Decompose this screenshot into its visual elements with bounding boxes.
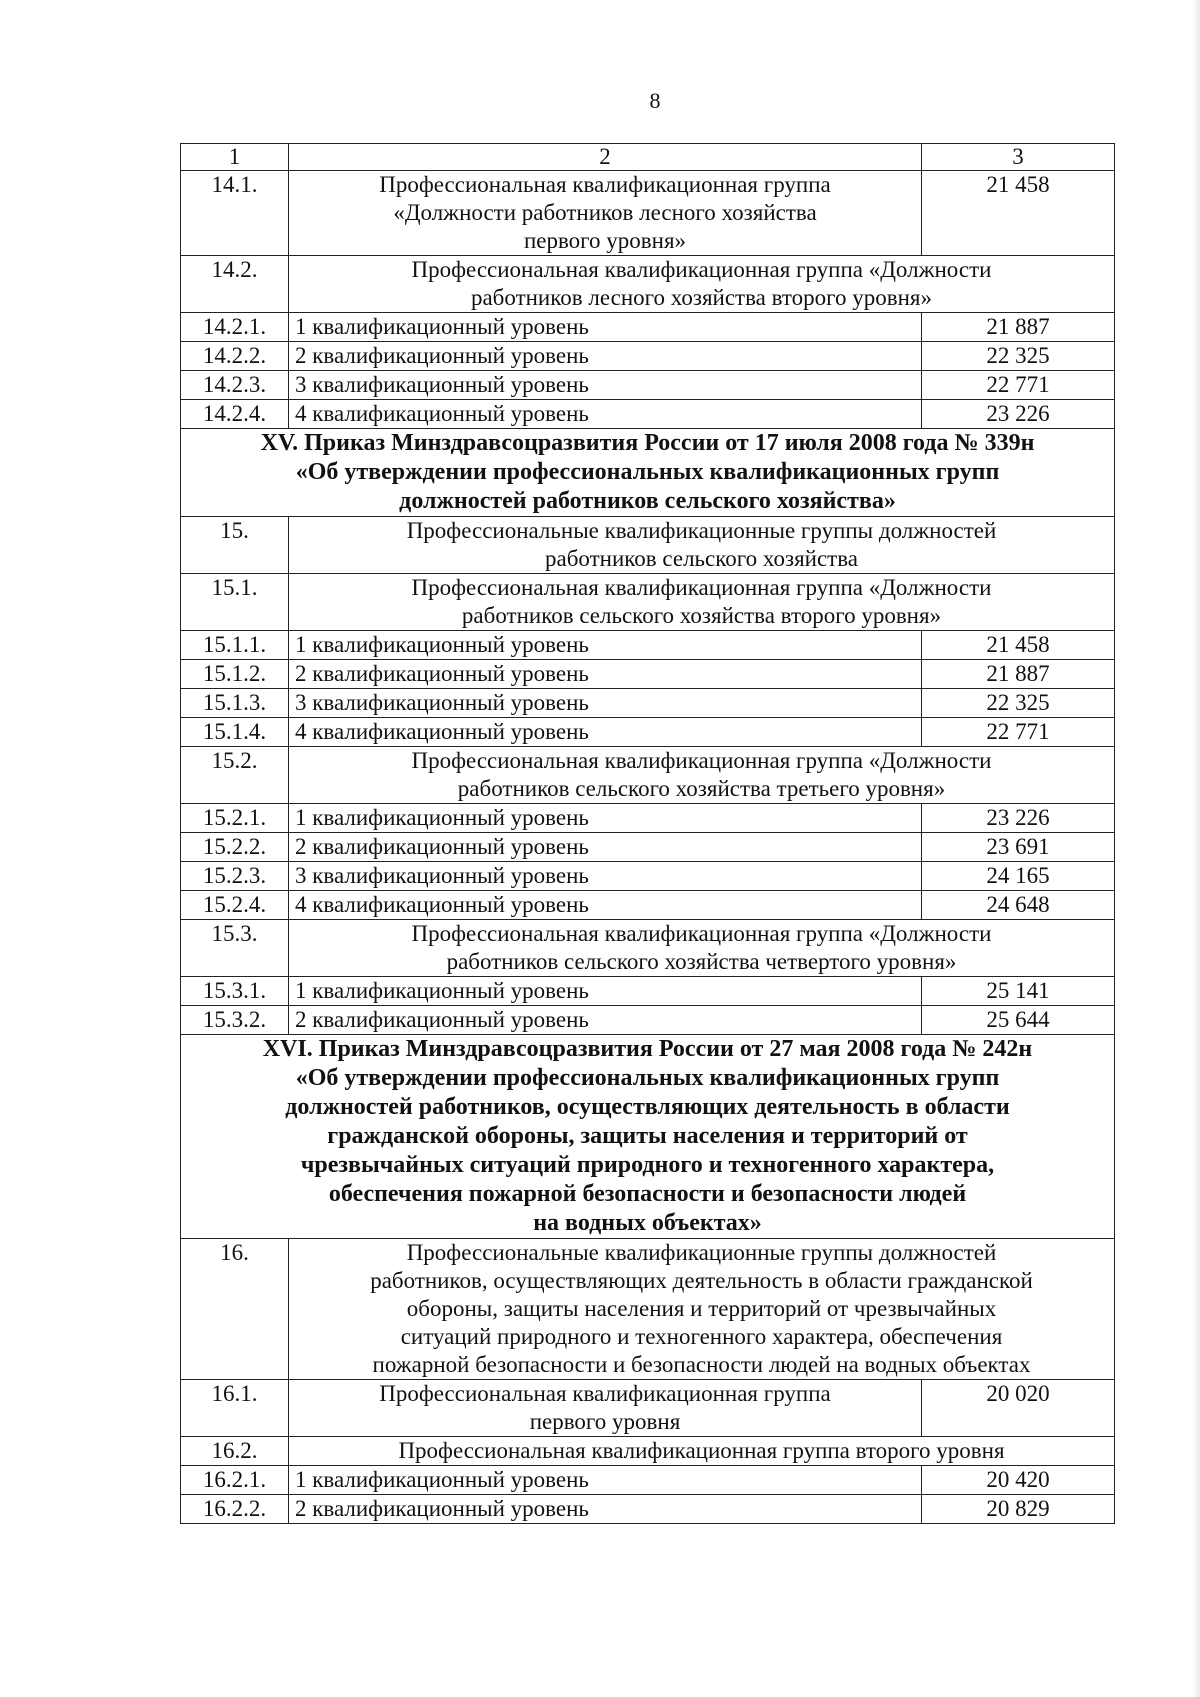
group-name-line: Профессиональная квалификационная группа «Должности <box>411 575 992 600</box>
salary-table <box>180 143 1115 1524</box>
salary-value: 25 644 <box>922 1006 1115 1035</box>
level-row <box>181 804 1115 833</box>
salary-value: 25 141 <box>922 977 1115 1006</box>
group-name-line: Профессиональная квалификационная группа «Должности <box>411 748 992 773</box>
group-name-line: работников сельского хозяйства второго уровня» <box>461 603 942 628</box>
group-row <box>181 171 1115 256</box>
level-name: 2 квалификационный уровень <box>289 342 922 371</box>
header-cell-name: 2 <box>289 144 922 171</box>
section-heading-line: на водных объектах» <box>533 1210 762 1236</box>
row-number: 14.2.3. <box>181 371 289 400</box>
row-number: 14.2.4. <box>181 400 289 429</box>
row-number: 15.1.4. <box>181 718 289 747</box>
row-number: 15.1.1. <box>181 631 289 660</box>
group-row <box>181 920 1115 977</box>
row-number: 16.2.2. <box>181 1495 289 1524</box>
level-row <box>181 833 1115 862</box>
salary-value: 20 829 <box>922 1495 1115 1524</box>
row-number: 15.2.2. <box>181 833 289 862</box>
level-row <box>181 342 1115 371</box>
group-row <box>181 747 1115 804</box>
group-name-line: обороны, защиты населения и территорий от чрезвычайных <box>406 1296 997 1321</box>
group-name <box>289 256 1115 313</box>
group-name-line: работников сельского хозяйства третьего уровня» <box>457 776 946 801</box>
group-name-line: Профессиональная квалификационная группа «Должности <box>411 257 992 282</box>
group-name-line: работников, осуществляющих деятельность в области гражданской <box>370 1268 1033 1293</box>
level-row <box>181 371 1115 400</box>
level-name: 4 квалификационный уровень <box>289 891 922 920</box>
section-heading-line: должностей работников, осуществляющих деятельность в области <box>285 1094 1010 1120</box>
row-number: 15.2.3. <box>181 862 289 891</box>
header-cell-value: 3 <box>922 144 1115 171</box>
level-row <box>181 977 1115 1006</box>
section-heading <box>181 429 1115 517</box>
salary-value: 23 226 <box>922 400 1115 429</box>
level-name: 4 квалификационный уровень <box>289 718 922 747</box>
section-heading-line: XV. Приказ Минздравсоцразвития России от 17 июля 2008 года № 339н <box>260 430 1035 456</box>
page-edge-shadow <box>1192 0 1200 1697</box>
group-name <box>289 747 1115 804</box>
salary-value: 21 887 <box>922 660 1115 689</box>
section-heading-line: гражданской обороны, защиты населения и территорий от <box>327 1123 968 1149</box>
row-number: 15.2. <box>181 747 289 804</box>
group-name-line: ситуаций природного и техногенного характера, обеспечения <box>400 1324 1003 1349</box>
level-row <box>181 891 1115 920</box>
level-row <box>181 660 1115 689</box>
level-row <box>181 631 1115 660</box>
row-number: 14.2. <box>181 256 289 313</box>
table-body <box>181 144 1115 1524</box>
section-heading-line: «Об утверждении профессиональных квалификационных групп <box>295 459 1000 485</box>
level-row <box>181 718 1115 747</box>
salary-value: 22 771 <box>922 371 1115 400</box>
level-name: 1 квалификационный уровень <box>289 1466 922 1495</box>
row-number: 15.2.4. <box>181 891 289 920</box>
group-row <box>181 1239 1115 1380</box>
section-heading-row <box>181 429 1115 517</box>
group-name-line: Профессиональная квалификационная группа <box>379 172 831 197</box>
group-name <box>289 1437 1115 1466</box>
row-number: 15.3.2. <box>181 1006 289 1035</box>
row-number: 15.2.1. <box>181 804 289 833</box>
section-heading <box>181 1035 1115 1239</box>
group-name-line: Профессиональная квалификационная группа «Должности <box>411 921 992 946</box>
row-number: 15.1.3. <box>181 689 289 718</box>
table-header-row <box>181 144 1115 171</box>
group-name-line: пожарной безопасности и безопасности людей на водных объектах <box>372 1352 1031 1377</box>
level-row <box>181 400 1115 429</box>
page-number: 8 <box>649 88 661 113</box>
section-heading-row <box>181 1035 1115 1239</box>
salary-value: 20 420 <box>922 1466 1115 1495</box>
section-heading-line: XVI. Приказ Минздравсоцразвития России от 27 мая 2008 года № 242н <box>262 1036 1033 1062</box>
row-number: 15.1.2. <box>181 660 289 689</box>
header-cell-number: 1 <box>181 144 289 171</box>
level-name: 3 квалификационный уровень <box>289 371 922 400</box>
group-name <box>289 517 1115 574</box>
group-row <box>181 1437 1115 1466</box>
group-name-line: первого уровня» <box>523 228 687 253</box>
group-name-line: Профессиональная квалификационная группа второго уровня <box>398 1438 1005 1463</box>
level-row <box>181 1495 1115 1524</box>
level-row <box>181 689 1115 718</box>
level-name: 2 квалификационный уровень <box>289 833 922 862</box>
row-number: 14.2.1. <box>181 313 289 342</box>
section-heading-line: чрезвычайных ситуаций природного и техногенного характера, <box>300 1152 995 1178</box>
row-number: 15.3. <box>181 920 289 977</box>
group-name-line: Профессиональные квалификационные группы должностей <box>406 518 997 543</box>
row-number: 16. <box>181 1239 289 1380</box>
group-name-line: работников сельского хозяйства <box>544 546 858 571</box>
group-name-line: Профессиональные квалификационные группы должностей <box>406 1240 997 1265</box>
group-name <box>289 1380 922 1437</box>
group-name-line: работников сельского хозяйства четвертого уровня» <box>446 949 957 974</box>
section-heading-line: обеспечения пожарной безопасности и безопасности людей <box>328 1181 967 1207</box>
level-name: 1 квалификационный уровень <box>289 977 922 1006</box>
row-number: 16.2.1. <box>181 1466 289 1495</box>
row-number: 16.2. <box>181 1437 289 1466</box>
level-row <box>181 1466 1115 1495</box>
salary-value: 22 325 <box>922 689 1115 718</box>
level-name: 1 квалификационный уровень <box>289 804 922 833</box>
level-name: 2 квалификационный уровень <box>289 660 922 689</box>
section-heading-line: «Об утверждении профессиональных квалификационных групп <box>295 1065 1000 1091</box>
salary-value: 20 020 <box>922 1380 1115 1437</box>
group-name-line: первого уровня <box>529 1409 681 1434</box>
group-row <box>181 256 1115 313</box>
salary-value: 23 226 <box>922 804 1115 833</box>
level-row <box>181 862 1115 891</box>
group-name-line: «Должности работников лесного хозяйства <box>393 200 817 225</box>
group-name <box>289 574 1115 631</box>
section-heading-line: должностей работников сельского хозяйства» <box>399 488 896 514</box>
row-number: 15.3.1. <box>181 977 289 1006</box>
level-name: 4 квалификационный уровень <box>289 400 922 429</box>
salary-value: 21 887 <box>922 313 1115 342</box>
salary-value: 21 458 <box>922 631 1115 660</box>
salary-value: 21 458 <box>922 171 1115 256</box>
group-name <box>289 920 1115 977</box>
level-name: 1 квалификационный уровень <box>289 313 922 342</box>
salary-value: 24 165 <box>922 862 1115 891</box>
group-name <box>289 1239 1115 1380</box>
salary-value: 24 648 <box>922 891 1115 920</box>
group-row <box>181 517 1115 574</box>
level-row <box>181 1006 1115 1035</box>
level-name: 2 квалификационный уровень <box>289 1495 922 1524</box>
group-row <box>181 574 1115 631</box>
row-number: 16.1. <box>181 1380 289 1437</box>
level-row <box>181 313 1115 342</box>
salary-value: 22 771 <box>922 718 1115 747</box>
group-row <box>181 1380 1115 1437</box>
level-name: 3 квалификационный уровень <box>289 862 922 891</box>
group-name-line: Профессиональная квалификационная группа <box>379 1381 831 1406</box>
salary-value: 22 325 <box>922 342 1115 371</box>
level-name: 2 квалификационный уровень <box>289 1006 922 1035</box>
level-name: 1 квалификационный уровень <box>289 631 922 660</box>
group-name <box>289 171 922 256</box>
row-number: 15. <box>181 517 289 574</box>
row-number: 14.2.2. <box>181 342 289 371</box>
row-number: 15.1. <box>181 574 289 631</box>
level-name: 3 квалификационный уровень <box>289 689 922 718</box>
row-number: 14.1. <box>181 171 289 256</box>
salary-value: 23 691 <box>922 833 1115 862</box>
group-name-line: работников лесного хозяйства второго уровня» <box>470 285 933 310</box>
